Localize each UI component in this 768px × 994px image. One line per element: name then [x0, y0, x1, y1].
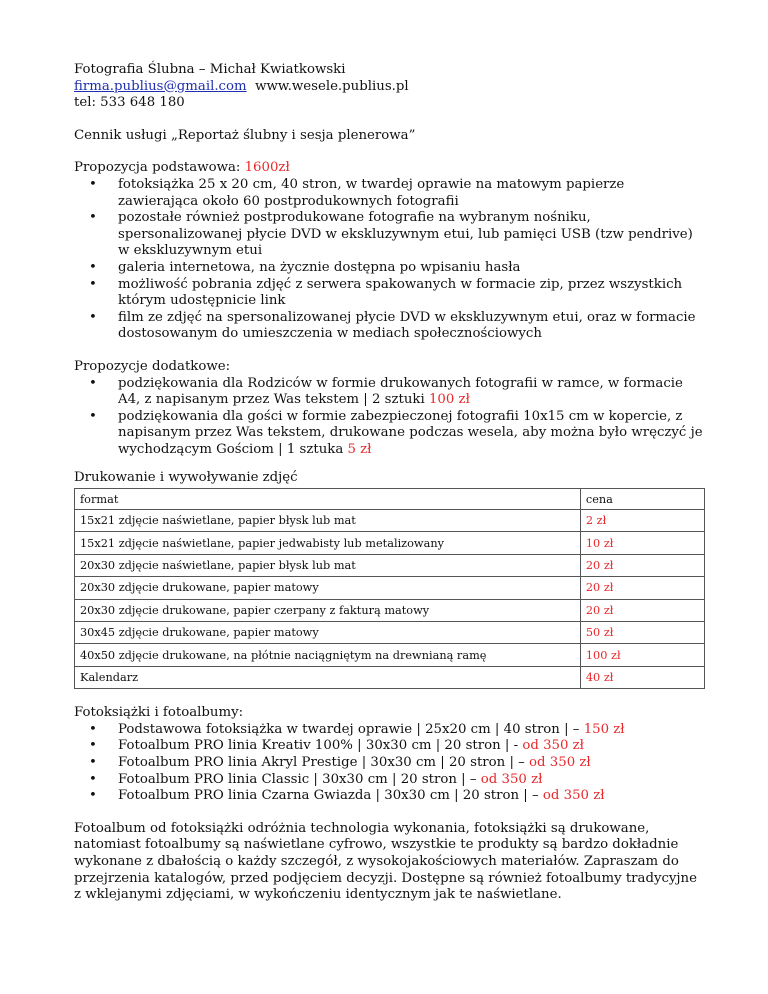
list-item: • film ze zdjęć na spersonalizowanej płycie DVD w ekskluzywnym etui, oraz w formacie dostosowanym do umieszczenia w mediach społecznościowych: [89, 309, 696, 342]
bullet-icon: •: [89, 408, 97, 424]
list-item: • pozostałe również postprodukowane fotografie na wybranym nośniku, spersonalizowanej płycie DVD w ekskluzywnym etui, lub pamięci USB (tzw pendrive) w ekskluzywnym etui: [89, 210, 693, 259]
table-row: [75, 532, 705, 554]
bullet-icon: •: [89, 771, 97, 787]
list-item: • galeria internetowa, na życznie dostępna po wpisaniu hasła: [89, 259, 521, 275]
album-price: od 350 zł: [522, 738, 584, 754]
albums-heading: Fotoksiążki i fotoalbumy:: [74, 705, 244, 721]
basic-offer-list: [74, 177, 704, 343]
column-header-price: cena: [580, 489, 704, 510]
price-cell: 50 zł: [580, 622, 704, 644]
list-item: • Fotoalbum PRO linia Akryl Prestige | 30x30 cm | 20 stron | – od 350 zł: [89, 754, 591, 770]
price-cell: 10 zł: [580, 532, 704, 554]
format-cell: 15x21 zdjęcie naświetlane, papier błysk lub mat: [75, 510, 581, 532]
format-cell: Kalendarz: [75, 666, 581, 688]
table-row: [75, 666, 705, 688]
price-cell: 100 zł: [580, 644, 704, 666]
format-cell: 20x30 zdjęcie naświetlane, papier błysk lub mat: [75, 554, 581, 576]
price-cell: 2 zł: [580, 510, 704, 532]
album-price: od 350 zł: [529, 754, 591, 770]
albums-list: [74, 722, 704, 805]
list-item: • Fotoalbum PRO linia Kreativ 100% | 30x30 cm | 20 stron | - od 350 zł: [89, 738, 584, 754]
list-item: • podziękowania dla gości w formie zabezpieczonej fotografii 10x15 cm w kopercie, z napisanym przez Was tekstem, drukowane podczas wesela, aby można było wręczyć je wychodzącym Gościom | 1 sztuka 5 zł: [89, 408, 703, 457]
bullet-icon: •: [89, 210, 97, 226]
extra-price: 5 zł: [347, 441, 372, 457]
table-row: [75, 644, 705, 666]
bullet-icon: •: [89, 276, 97, 292]
basic-offer-label: Propozycja podstawowa:: [74, 160, 245, 176]
bullet-icon: •: [89, 176, 97, 192]
table-row: [75, 510, 705, 532]
format-cell: 20x30 zdjęcie drukowane, papier matowy: [75, 577, 581, 599]
album-price: od 350 zł: [480, 771, 543, 787]
printing-price-table: [74, 488, 705, 689]
album-price: od 350 zł: [542, 788, 605, 804]
list-item: • możliwość pobrania zdjęć z serwera spakowanych w formacie zip, przez wszystkich którym udostępnicie link: [89, 276, 683, 309]
price-cell: 20 zł: [580, 577, 704, 599]
table-header-row: [75, 489, 705, 510]
price-cell: 20 zł: [580, 599, 704, 621]
bullet-icon: •: [89, 375, 97, 391]
extras-heading: Propozycje dodatkowe:: [74, 358, 231, 374]
format-cell: 40x50 zdjęcie drukowane, na płótnie naciągniętym na drewnianą ramę: [75, 644, 581, 666]
website-text: www.wesele.publius.pl: [255, 78, 409, 94]
cennik-title: Cennik usługi „Reportaż ślubny i sesja plenerowa”: [74, 127, 416, 143]
table-row: [75, 554, 705, 576]
column-header-format: format: [75, 489, 581, 510]
closing-paragraph: Fotoalbum od fotoksiążki odróżnia technologia wykonania, fotoksiążki są drukowane, natomiast fotoalbumy są naświetlane cyfrowo, wszystkie te produkty są bardzo dokładnie wykonane z dbałością o każdy szczegół, z wysokojakościowych materiałów. Zapraszam do przejrzenia katalogów, przed podjęciem decyzji. Dostępne są również fotoalbumy tradycyjne z wklejanymi zdjęciami, w wykończeniu identycznym jak te naświetlane.: [74, 820, 697, 903]
list-item: • Fotoalbum PRO linia Classic | 30x30 cm | 20 stron | – od 350 zł: [89, 771, 543, 787]
bullet-icon: •: [89, 309, 97, 325]
printing-heading: Drukowanie i wywoływanie zdjęć: [74, 470, 298, 486]
list-item: • podziękowania dla Rodziców w formie drukowanych fotografii w ramce, w formacie A4, z napisanym przez Was tekstem | 2 sztuki 100 zł: [89, 375, 683, 408]
table-row: [75, 599, 705, 621]
bullet-icon: •: [89, 259, 97, 275]
list-item: • Podstawowa fotoksiążka w twardej oprawie | 25x20 cm | 40 stron | – 150 zł: [89, 721, 625, 737]
price-cell: 40 zł: [580, 666, 704, 688]
basic-offer-heading: [74, 160, 704, 177]
email-link[interactable]: firma.publius@gmail.com: [74, 78, 247, 94]
basic-offer-price: 1600zł: [244, 160, 290, 176]
format-cell: 20x30 zdjęcie drukowane, papier czerpany z fakturą matowy: [75, 599, 581, 621]
bullet-icon: •: [89, 738, 97, 754]
contact-line: [74, 79, 704, 96]
extras-list: [74, 376, 704, 459]
table-row: [75, 577, 705, 599]
album-price: 150 zł: [583, 721, 625, 737]
extra-price: 100 zł: [428, 392, 470, 408]
format-cell: 30x45 zdjęcie drukowane, papier matowy: [75, 622, 581, 644]
bullet-icon: •: [89, 788, 97, 804]
phone-text: tel: 533 648 180: [74, 95, 185, 111]
table-row: [75, 622, 705, 644]
list-item: • fotoksiążka 25 x 20 cm, 40 stron, w twardej oprawie na matowym papierze zawierająca około 60 postprodukownych fotografii: [89, 176, 625, 209]
list-item: • Fotoalbum PRO linia Czarna Gwiazda | 30x30 cm | 20 stron | – od 350 zł: [89, 788, 605, 804]
bullet-icon: •: [89, 721, 97, 737]
header-title: Fotografia Ślubna – Michał Kwiatkowski: [74, 62, 346, 77]
document-page: [74, 62, 704, 904]
bullet-icon: •: [89, 754, 97, 770]
format-cell: 15x21 zdjęcie naświetlane, papier jedwabisty lub metalizowany: [75, 532, 581, 554]
price-cell: 20 zł: [580, 554, 704, 576]
